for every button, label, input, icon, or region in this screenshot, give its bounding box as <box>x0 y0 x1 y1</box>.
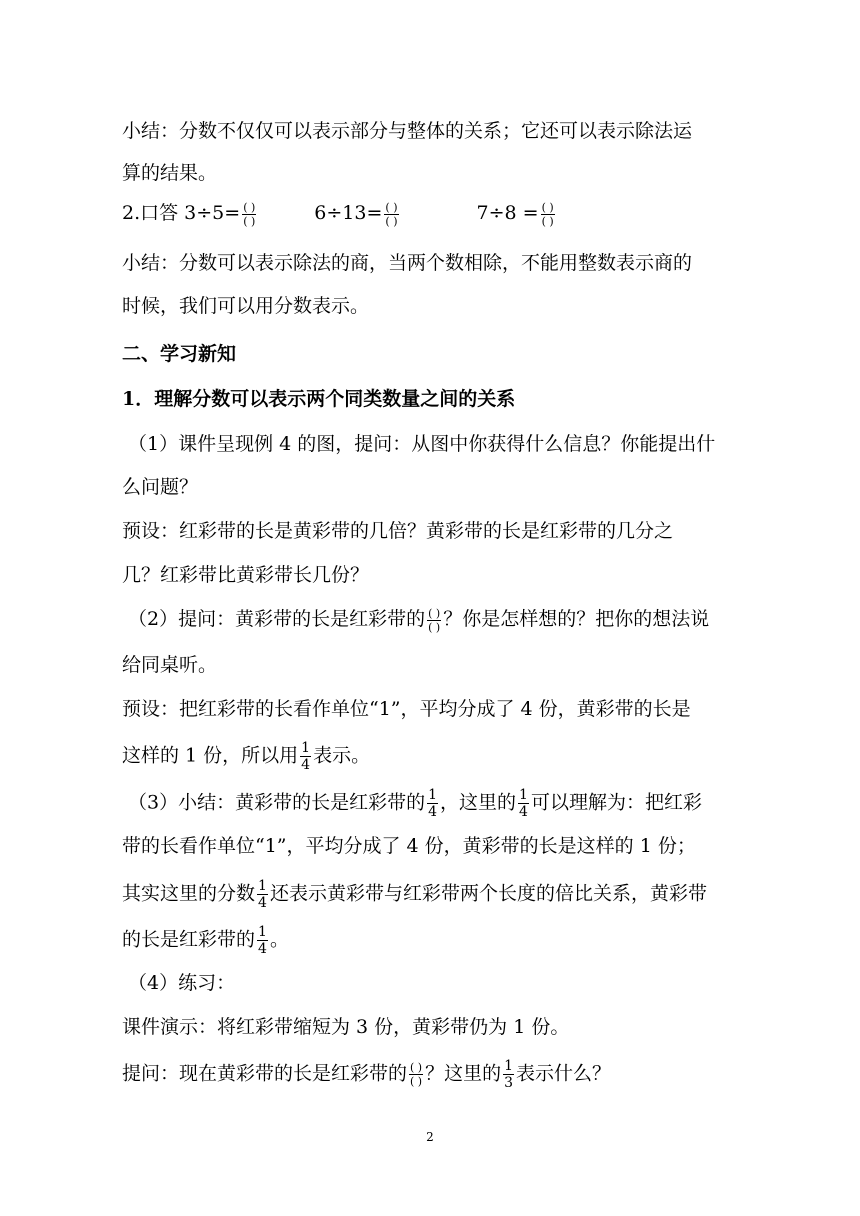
fraction-one-quarter: $\frac{1}{4}$ <box>258 878 267 911</box>
page-number: 2 <box>426 1130 434 1144</box>
oral-answer-prefix: 2.口答 <box>122 202 185 224</box>
fraction-one-quarter: $\frac{1}{4}$ <box>519 787 528 820</box>
preset-1-line-1: 预设：红彩带的长是黄彩带的几倍？黄彩带的长是红彩带的几分之 <box>122 520 674 542</box>
step-3-l4-text-a: 的长是红彩带的 <box>122 928 256 951</box>
question-line <box>122 1059 742 1090</box>
step-2-line-1 <box>128 607 748 633</box>
oral-answer-line <box>122 201 742 227</box>
step-3-line-4 <box>122 925 742 956</box>
step-3-line-1 <box>128 788 748 819</box>
step-2-text-a: （2）提问：黄彩带的长是红彩带的 <box>128 608 426 630</box>
fraction-one-quarter: $\frac{1}{4}$ <box>258 924 267 957</box>
preset-2-text-b: 表示。 <box>313 744 371 767</box>
preset-2-text-a: 这样的 1 份，所以用 <box>122 744 299 767</box>
step-1-line-1: （1）课件呈现例 4 的图，提问：从图中你获得什么信息？你能提出什 <box>128 433 716 455</box>
summary-1-line-2: 算的结果。 <box>122 162 218 184</box>
preset-2-line-2 <box>122 741 742 772</box>
step-3-l3-text-b: 还表示黄彩带与红彩带两个长度的倍比关系，黄彩带 <box>269 882 707 905</box>
division-expr-2: 6÷13= <box>314 202 383 224</box>
step-2-text-b: ？你是怎样想的？把你的想法说 <box>443 608 710 630</box>
division-expr-1: 3÷5= <box>184 202 241 224</box>
blank-fraction: $\frac{( )}{( )}$ <box>541 200 554 228</box>
summary-2-line-1: 小结：分数可以表示除法的商，当两个数相除，不能用整数表示商的 <box>122 252 693 274</box>
question-text-c: 表示什么？ <box>516 1062 612 1085</box>
fraction-one-quarter: $\frac{1}{4}$ <box>301 740 311 773</box>
step-3-line-3 <box>122 879 742 910</box>
summary-1-line-1: 小结：分数不仅仅可以表示部分与整体的关系；它还可以表示除法运 <box>122 120 693 142</box>
step-3-l4-text-b: 。 <box>269 928 289 951</box>
division-expr-3: 7÷8 = <box>476 202 539 224</box>
preset-2-line-1: 预设：把红彩带的长看作单位“1”，平均分成了 4 份，黄彩带的长是 <box>122 698 691 720</box>
summary-2-line-2: 时候，我们可以用分数表示。 <box>122 295 370 317</box>
step-1-line-2: 么问题？ <box>122 476 199 498</box>
blank-fraction: $\frac{( )}{( )}$ <box>243 200 256 228</box>
step-3-text-b: ，这里的 <box>440 791 517 814</box>
blank-fraction: $\frac{( )}{( )}$ <box>410 1061 423 1088</box>
step-3-text-c: 可以理解为：把红彩 <box>530 791 702 814</box>
fraction-one-third: $\frac{1}{3}$ <box>504 1058 514 1091</box>
step-3-line-2: 带的长看作单位“1”，平均分成了 4 份，黄彩带的长是这样的 1 份； <box>122 835 696 857</box>
step-3-l3-text-a: 其实这里的分数 <box>122 882 256 905</box>
fraction-one-quarter: $\frac{1}{4}$ <box>428 787 438 820</box>
step-4-line: （4）练习： <box>128 972 236 994</box>
demo-line: 课件演示：将红彩带缩短为 3 份，黄彩带仍为 1 份。 <box>122 1016 570 1038</box>
subsection-heading: 1．理解分数可以表示两个同类数量之间的关系 <box>122 388 516 410</box>
question-text-a: 提问：现在黄彩带的长是红彩带的 <box>122 1062 408 1085</box>
question-text-b: ？这里的 <box>425 1062 502 1085</box>
step-2-line-2: 给同桌听。 <box>122 654 218 676</box>
blank-fraction: $\frac{( )}{( )}$ <box>385 200 398 228</box>
blank-fraction: $\frac{( )}{( )}$ <box>428 606 441 634</box>
step-3-text-a: （3）小结：黄彩带的长是红彩带的 <box>128 791 426 814</box>
preset-1-line-2: 几？红彩带比黄彩带长几份？ <box>122 564 370 586</box>
section-heading: 二、学习新知 <box>122 343 237 365</box>
